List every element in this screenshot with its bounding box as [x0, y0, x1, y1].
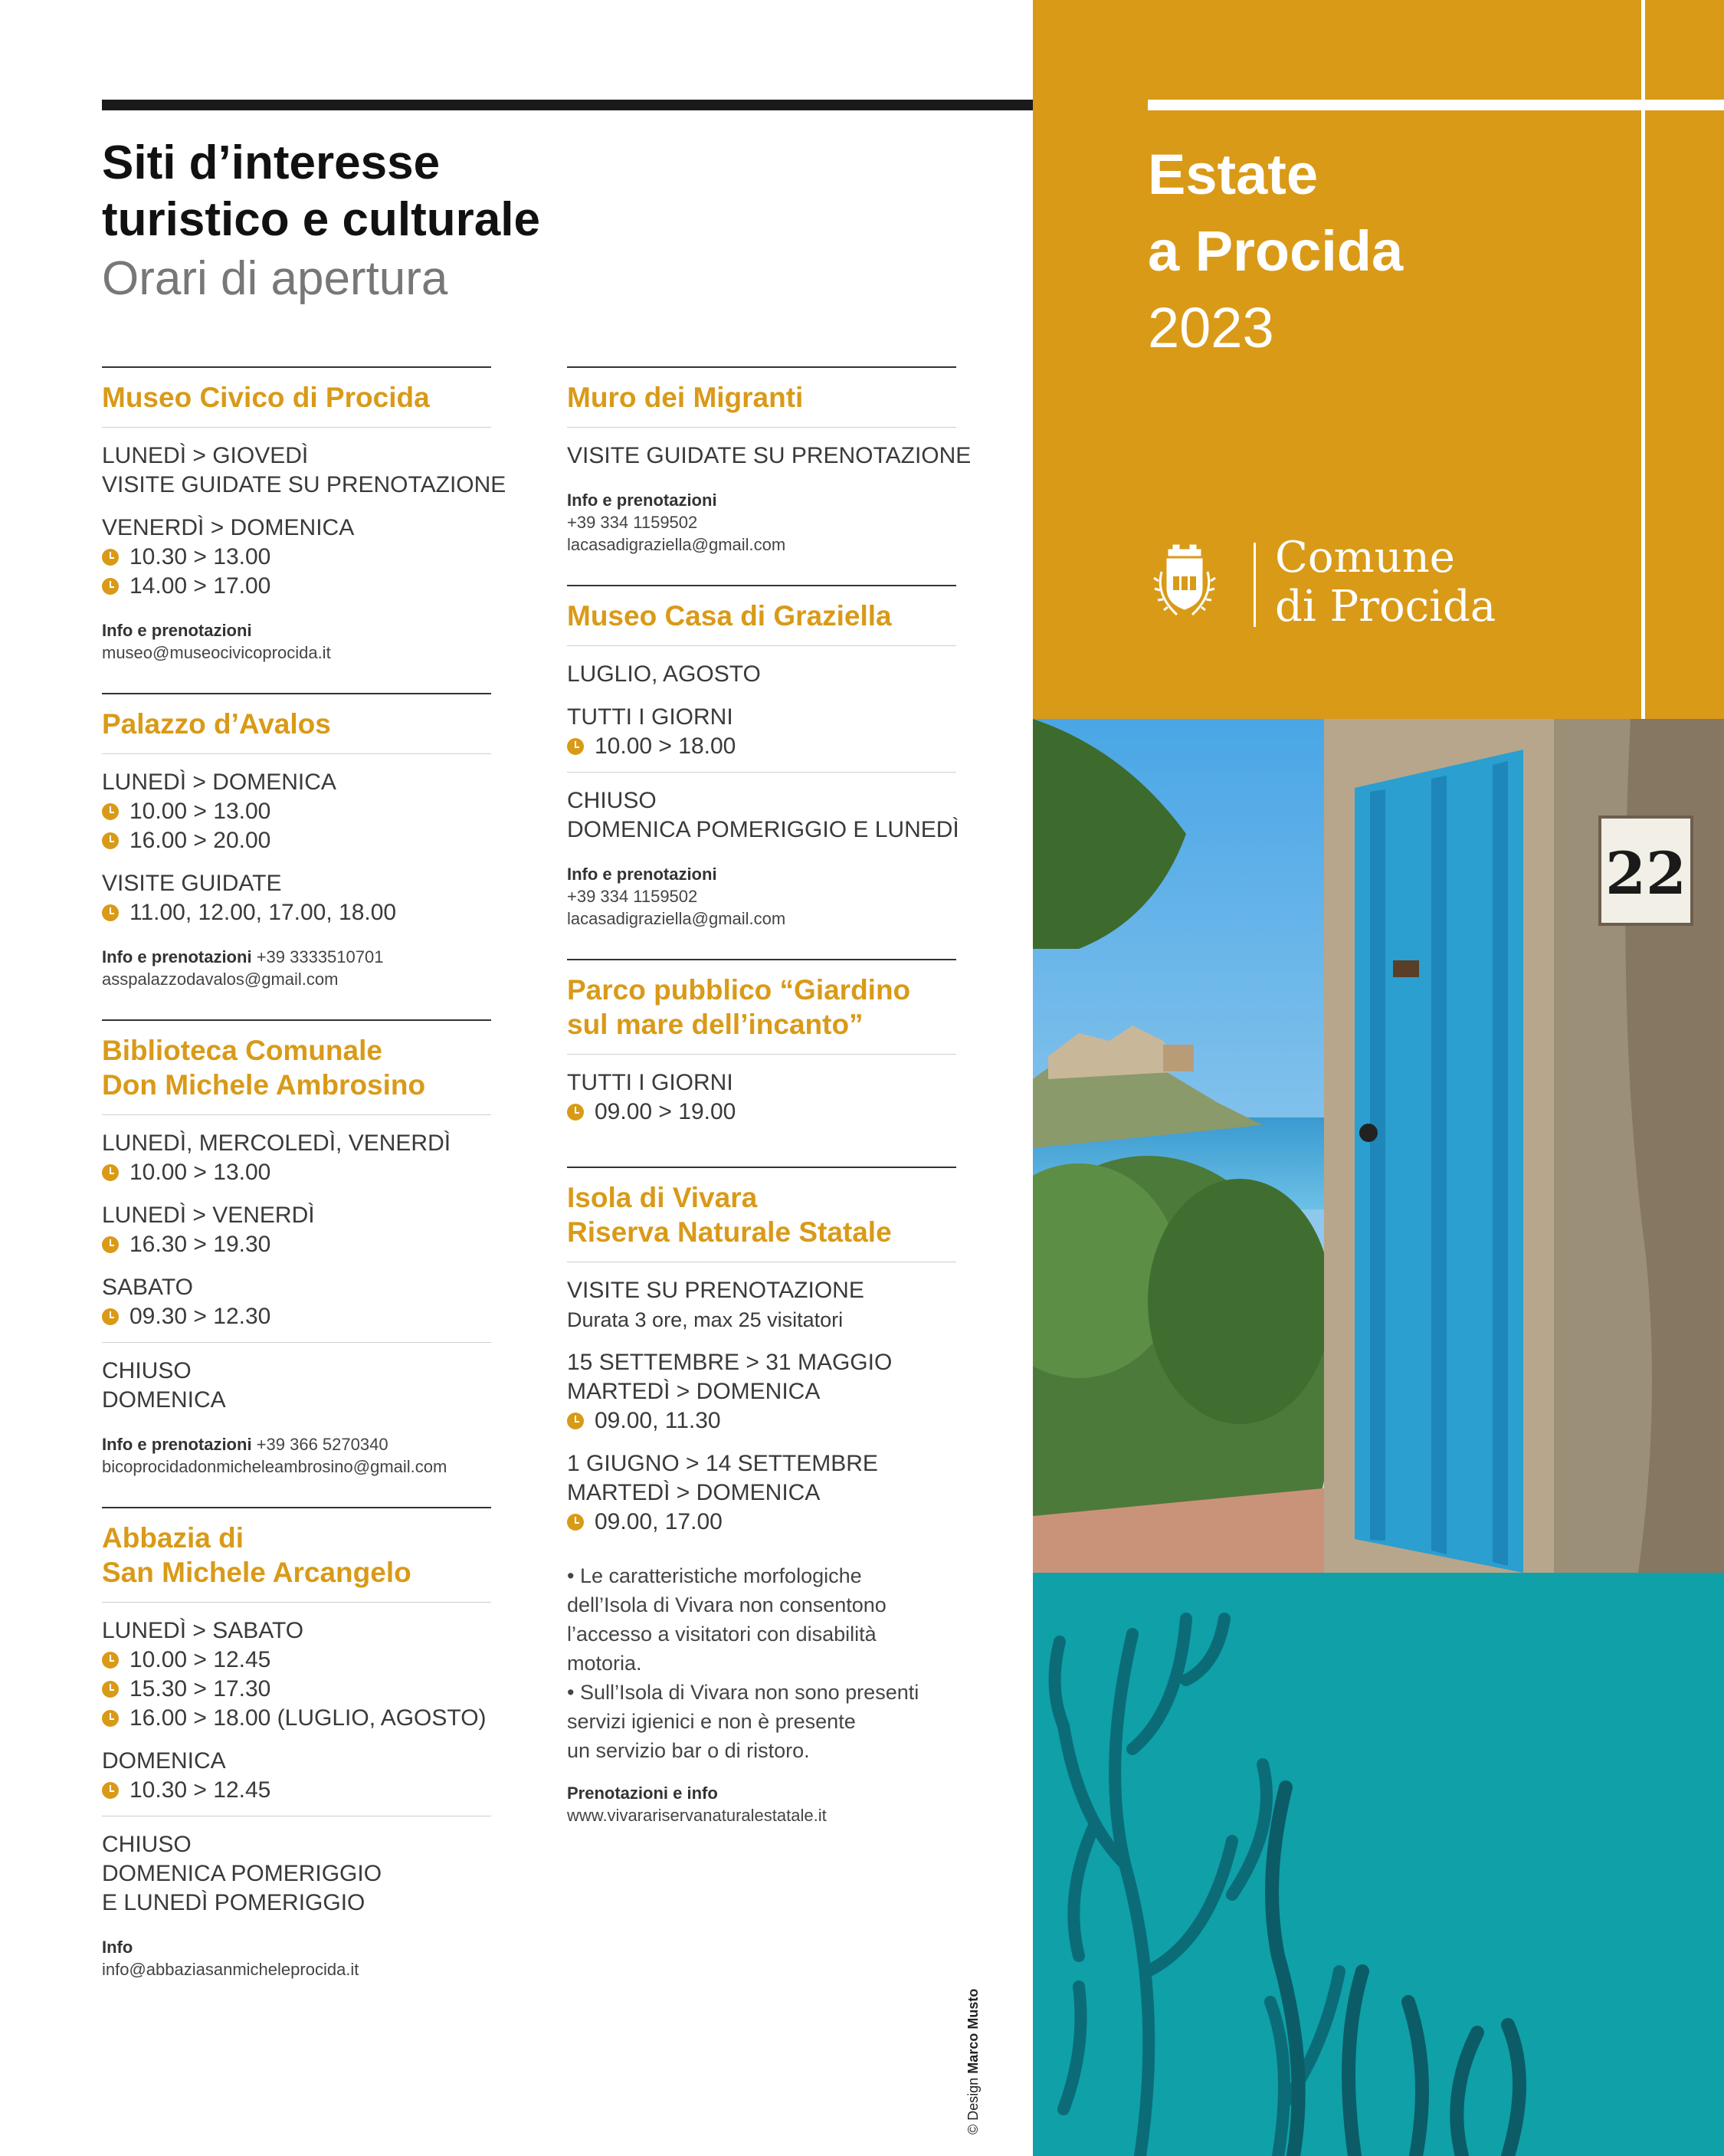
hours-block — [102, 1270, 491, 1342]
info-block — [102, 612, 491, 664]
time-line — [102, 1646, 491, 1675]
hours-block — [102, 1603, 491, 1744]
time-line — [567, 1406, 956, 1436]
schedule-line: LUNEDÌ > GIOVEDÌ — [102, 443, 309, 468]
closed-block — [567, 772, 959, 855]
left-column — [102, 366, 506, 2010]
info-label: Info e prenotazioni — [102, 1435, 252, 1454]
schedule-line: MARTEDÌ > DOMENICA — [567, 1379, 821, 1404]
time-line — [102, 797, 491, 826]
hours-block — [102, 428, 506, 510]
time-line — [102, 572, 491, 601]
time-line — [102, 543, 491, 572]
schedule-line: CHIUSO — [102, 1832, 192, 1857]
info-label: Info e prenotazioni — [567, 491, 717, 510]
section-title: Biblioteca Comunale Don Michele Ambrosino — [102, 1033, 491, 1115]
info-block — [567, 855, 956, 930]
page-header — [102, 135, 945, 310]
hours-block — [567, 1055, 956, 1137]
schedule-line: VISITE GUIDATE — [102, 871, 282, 896]
info-email[interactable]: bicoprocidadonmicheleambrosino@gmail.com — [102, 1457, 447, 1476]
door-number: 22 — [1605, 839, 1686, 907]
time-value: 10.00 > 13.00 — [129, 1160, 271, 1185]
info-email[interactable]: info@abbaziasanmicheleprocida.it — [102, 1960, 359, 1979]
clock-icon — [567, 1413, 584, 1429]
schedule-line: Durata 3 ore, max 25 visitatori — [567, 1308, 844, 1331]
schedule-line: LUNEDÌ, MERCOLEDÌ, VENERDÌ — [102, 1131, 451, 1156]
section-palazzo — [102, 693, 491, 990]
hours-block — [567, 428, 972, 481]
info-block — [102, 1928, 491, 1980]
schedule-line: E LUNEDÌ POMERIGGIO — [102, 1890, 365, 1915]
info-phone[interactable]: +39 3333510701 — [256, 947, 384, 966]
time-value: 09.00, 11.30 — [595, 1408, 721, 1433]
time-value: 09.30 > 12.30 — [129, 1304, 271, 1329]
time-line — [102, 1704, 491, 1733]
hours-block — [567, 1446, 956, 1547]
time-value: 11.00, 12.00, 17.00, 18.00 — [129, 900, 397, 925]
schedule-line: LUGLIO, AGOSTO — [567, 661, 761, 687]
schedule-line: DOMENICA POMERIGGIO — [102, 1861, 382, 1886]
info-block — [567, 481, 956, 556]
closed-block — [102, 1816, 491, 1928]
time-line — [102, 898, 491, 927]
closed-block — [102, 1342, 491, 1426]
schedule-line: VISITE SU PRENOTAZIONE — [567, 1278, 864, 1303]
schedule-line: 1 GIUGNO > 14 SETTEMBRE — [567, 1451, 878, 1476]
logo-divider — [1254, 543, 1256, 627]
clock-icon — [102, 1236, 119, 1253]
time-line — [102, 826, 491, 855]
time-value: 10.30 > 12.45 — [129, 1777, 271, 1803]
time-value: 15.30 > 17.30 — [129, 1676, 271, 1702]
credit-prefix: © Design — [965, 2077, 981, 2135]
top-rule — [102, 100, 1033, 110]
info-phone[interactable]: +39 334 1159502 — [567, 513, 698, 532]
brand-rule-horizontal — [1148, 100, 1724, 110]
schedule-line: VENERDÌ > DOMENICA — [102, 515, 355, 540]
section-title: Isola di Vivara Riserva Naturale Statale — [567, 1180, 956, 1262]
info-block — [102, 938, 491, 990]
schedule-line: TUTTI I GIORNI — [567, 1070, 733, 1095]
time-value: 16.00 > 20.00 — [129, 828, 271, 853]
clock-icon — [102, 1308, 119, 1325]
brand-rule-vertical — [1641, 0, 1645, 719]
section-vivara — [567, 1167, 956, 1826]
time-value: 14.00 > 17.00 — [129, 573, 271, 599]
info-label: Prenotazioni e info — [567, 1784, 718, 1803]
photo-blue-door-sea-view — [1033, 719, 1724, 1573]
time-line — [567, 1508, 956, 1537]
section-title: Museo Civico di Procida — [102, 380, 491, 428]
hours-block — [102, 1115, 491, 1198]
time-line — [102, 1675, 491, 1704]
time-value: 10.30 > 13.00 — [129, 544, 271, 569]
schedule-line: LUNEDÌ > VENERDÌ — [102, 1203, 315, 1228]
info-line — [102, 946, 491, 968]
event-title-line2: a Procida — [1148, 219, 1404, 283]
info-phone[interactable]: +39 334 1159502 — [567, 887, 698, 906]
event-title — [1148, 136, 1403, 366]
hours-block — [567, 1345, 956, 1446]
time-line — [567, 1098, 956, 1127]
accessibility-note: • Le caratteristiche morfologiche dell’Isola di Vivara non consentono l’accesso a visitatori con disabilità motoria. • Sull’Isola di Vivara non sono presenti servizi igienici e non è presente un servizio bar o di ristoro. — [567, 1564, 919, 1762]
hours-block — [567, 646, 956, 700]
hours-block — [102, 510, 491, 612]
schedule-line: LUNEDÌ > SABATO — [102, 1618, 304, 1643]
section-biblioteca — [102, 1019, 491, 1478]
info-label: Info — [102, 1938, 133, 1957]
time-line — [102, 1776, 491, 1805]
clock-icon — [102, 904, 119, 921]
info-email[interactable]: asspalazzodavalos@gmail.com — [102, 970, 339, 989]
hours-block — [102, 1744, 491, 1816]
clock-icon — [567, 738, 584, 755]
time-value: 10.00 > 12.45 — [129, 1647, 271, 1672]
section-abbazia — [102, 1507, 491, 1980]
schedule-line: VISITE GUIDATE SU PRENOTAZIONE — [567, 443, 972, 468]
clock-icon — [102, 1710, 119, 1727]
time-value: 09.00, 17.00 — [595, 1509, 723, 1534]
info-line — [102, 1433, 491, 1455]
schedule-line: SABATO — [102, 1275, 193, 1300]
municipality-line1: Comune — [1275, 533, 1455, 582]
info-email[interactable]: lacasadigraziella@gmail.com — [567, 909, 786, 928]
event-title-line1: Estate — [1148, 143, 1319, 206]
time-line — [567, 732, 956, 761]
time-value: 16.00 > 18.00 (LUGLIO, AGOSTO) — [129, 1705, 487, 1731]
section-title: Muro dei Migranti — [567, 380, 956, 428]
info-email[interactable]: museo@museocivicoprocida.it — [102, 643, 331, 662]
hours-block — [102, 1198, 491, 1270]
hours-block — [567, 1262, 956, 1345]
schedule-line: 15 SETTEMBRE > 31 MAGGIO — [567, 1350, 893, 1375]
hours-block — [567, 700, 956, 772]
event-year: 2023 — [1148, 296, 1274, 359]
clock-icon — [102, 549, 119, 566]
section-title: Abbazia di San Michele Arcangelo — [102, 1521, 491, 1603]
time-value: 09.00 > 19.00 — [595, 1099, 736, 1124]
hours-block — [102, 866, 491, 938]
town-crest-icon — [1146, 541, 1223, 625]
info-label: Info e prenotazioni — [102, 621, 252, 640]
section-museo-civico — [102, 366, 506, 664]
municipality-logo — [1275, 533, 1496, 632]
hours-block — [102, 754, 491, 866]
schedule-line: LUNEDÌ > DOMENICA — [102, 770, 336, 795]
time-line — [102, 1158, 491, 1187]
clock-icon — [567, 1514, 584, 1531]
section-title: Museo Casa di Graziella — [567, 599, 956, 646]
info-email[interactable]: lacasadigraziella@gmail.com — [567, 535, 786, 554]
clock-icon — [567, 1104, 584, 1121]
info-block — [102, 1426, 491, 1478]
clock-icon — [102, 1681, 119, 1698]
clock-icon — [102, 1652, 119, 1669]
seaweed-illustration — [1033, 1573, 1724, 2156]
clock-icon — [102, 1164, 119, 1181]
section-title: Parco pubblico “Giardino sul mare dell’incanto” — [567, 973, 956, 1055]
decorative-panel — [1033, 1573, 1724, 2156]
schedule-line: CHIUSO — [567, 788, 657, 813]
clock-icon — [102, 578, 119, 595]
schedule-line: DOMENICA — [102, 1387, 226, 1413]
clock-icon — [102, 1782, 119, 1799]
section-title: Palazzo d’Avalos — [102, 707, 491, 754]
time-value: 16.30 > 19.30 — [129, 1232, 271, 1257]
schedule-line: DOMENICA — [102, 1748, 226, 1774]
time-value: 10.00 > 18.00 — [595, 733, 736, 759]
page-subtitle: Orari di apertura — [102, 252, 448, 305]
info-phone[interactable]: +39 366 5270340 — [256, 1435, 388, 1454]
middle-column — [567, 366, 972, 1856]
schedule-line: CHIUSO — [102, 1358, 192, 1383]
schedule-line: VISITE GUIDATE SU PRENOTAZIONE — [102, 472, 506, 497]
page-title-line2: turistico e culturale — [102, 193, 540, 246]
design-credit — [965, 1989, 982, 2135]
time-line — [102, 1302, 491, 1331]
info-block — [567, 1774, 956, 1826]
clock-icon — [102, 803, 119, 820]
section-parco — [567, 959, 956, 1137]
clock-icon — [102, 832, 119, 849]
section-graziella — [567, 585, 959, 930]
info-url[interactable]: www.vivarariservanaturalestatale.it — [567, 1806, 827, 1825]
time-line — [102, 1230, 491, 1259]
time-value: 10.00 > 13.00 — [129, 799, 271, 824]
municipality-line2: di Procida — [1275, 582, 1496, 632]
schedule-line: MARTEDÌ > DOMENICA — [567, 1480, 821, 1505]
info-label: Info e prenotazioni — [567, 865, 717, 884]
info-label: Info e prenotazioni — [102, 947, 252, 966]
page-title-line1: Siti d’interesse — [102, 136, 441, 189]
credit-name: Marco Musto — [965, 1988, 981, 2074]
section-muro — [567, 366, 972, 556]
schedule-line: TUTTI I GIORNI — [567, 704, 733, 730]
schedule-line: DOMENICA POMERIGGIO E LUNEDÌ — [567, 817, 959, 842]
